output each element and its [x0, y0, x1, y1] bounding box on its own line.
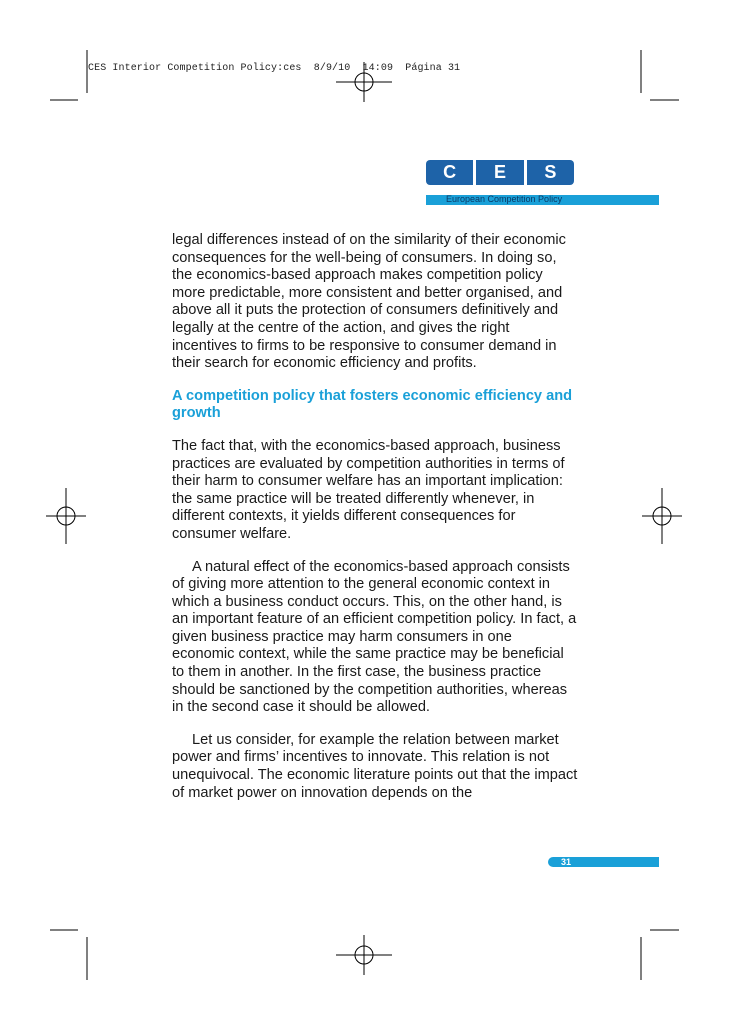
logo-letter-s: S	[527, 160, 574, 185]
registration-mark-left	[46, 488, 86, 544]
logo-letter-c: C	[426, 160, 473, 185]
page-body	[172, 232, 578, 817]
ces-logo	[426, 160, 574, 185]
registration-mark-bottom	[336, 935, 392, 975]
registration-mark-right	[642, 488, 682, 544]
logo-letter-e: E	[476, 160, 523, 185]
header-label: European Competition Policy	[446, 194, 563, 204]
paragraph: Let us consider, for example the relation between market power and firms’ incentives to innovate. This relation is not unequivocal. The economic literature points out that the impact of market power on innovation depends on the	[172, 731, 578, 801]
paragraph: The fact that, with the economics-based approach, business practices are evaluated by competition authorities in terms of their harm to consumer welfare has an important implication: the same practice will be treated differently whenever, in different contexts, it yields different consequences for consumer welfare.	[172, 437, 565, 542]
paragraph: A natural effect of the economics-based approach consists of giving more attention to the general economic context in which a business conduct occurs. This, on the other hand, is an important feature of an efficient competition policy. In fact, a given business practice may harm consumers in one economic context, while the same practice may be beneficial to them in another. In the first case, the business practice should be sanctioned by the competition authorities, whereas in the second case it should be allowed.	[172, 558, 577, 716]
paragraph: legal differences instead of on the similarity of their economic consequences for the well-being of consumers. In doing so, the economics-based approach makes competition policy more predictable, more consistent and better organised, and above all it puts the protection of consumers definitively and legally at the centre of the action, and gives the right incentives to firms to be responsive to consumer demand in their search for economic efficiency and profits.	[172, 232, 566, 372]
section-heading: A competition policy that fosters economic efficiency and growth	[172, 387, 573, 422]
page-number: 31	[561, 857, 572, 867]
print-slug-line: CES Interior Competition Policy:ces 8/9/10 14:09 Página 31	[88, 63, 461, 74]
